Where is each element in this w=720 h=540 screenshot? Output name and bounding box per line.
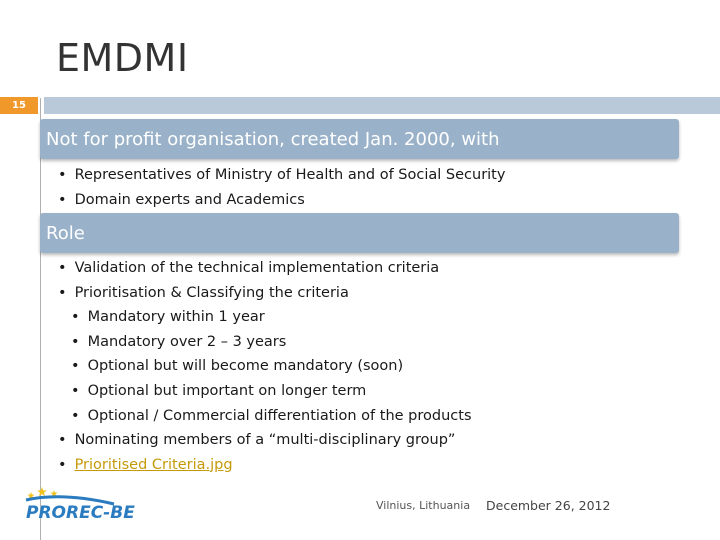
header-divider-bar <box>44 97 720 114</box>
sub-list-item: • Optional but will become mandatory (soon) <box>58 354 472 379</box>
prioritised-criteria-link[interactable]: Prioritised Criteria.jpg <box>74 456 233 473</box>
sub-list-item: • Optional / Commercial differentiation of the products <box>58 404 472 429</box>
list-item: • Nominating members of a “multi-disciplinary group” <box>58 428 472 453</box>
footer-date: December 26, 2012 <box>486 498 611 513</box>
list-item: • Validation of the technical implementation criteria <box>58 256 472 281</box>
role-bullet-list <box>58 256 472 477</box>
footer-location: Vilnius, Lithuania <box>376 499 471 512</box>
prorec-be-logo <box>22 484 152 524</box>
sub-list-item: • Mandatory within 1 year <box>58 305 472 330</box>
list-item-link <box>58 453 472 478</box>
page-number: 15 <box>0 97 38 114</box>
organisation-bullet-list <box>58 163 505 212</box>
sub-list-item: • Optional but important on longer term <box>58 379 472 404</box>
section-heading-role: Role <box>40 213 679 253</box>
section-heading-organisation: Not for profit organisation, created Jan. 2000, with <box>40 119 679 159</box>
logo-text: PROREC-BE <box>26 503 135 523</box>
sub-list-item: • Mandatory over 2 – 3 years <box>58 330 472 355</box>
list-item: • Prioritisation & Classifying the criteria <box>58 281 472 306</box>
list-item: • Domain experts and Academics <box>58 188 505 213</box>
vertical-divider-line <box>40 98 41 540</box>
slide-title: EMDMI <box>56 36 189 80</box>
star-cluster-icon <box>26 487 114 504</box>
list-item: • Representatives of Ministry of Health and of Social Security <box>58 163 505 188</box>
